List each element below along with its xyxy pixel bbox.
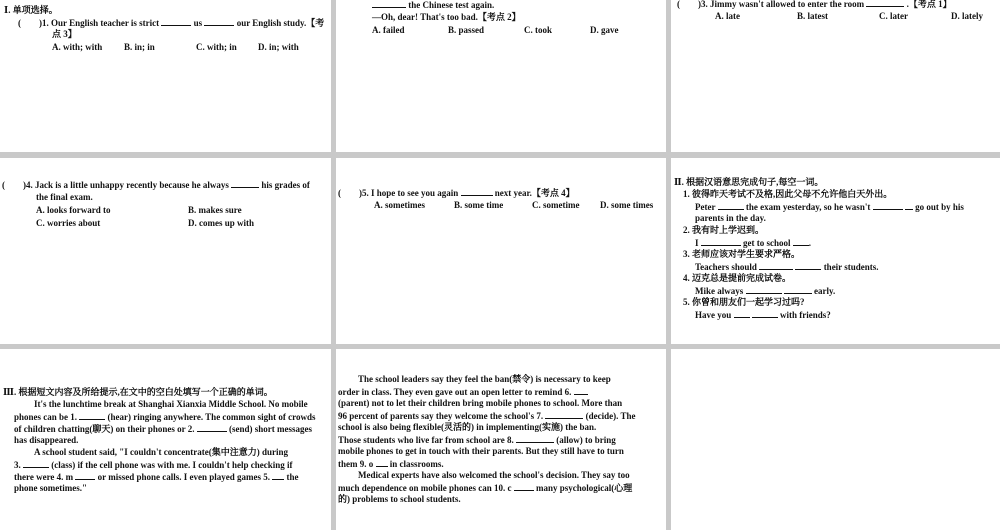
- answer-blank-8[interactable]: [516, 433, 554, 443]
- passage-line-5: A school student said, "I couldn't concentrate(集中注意力) during: [34, 447, 289, 457]
- option-a[interactable]: A. sometimes: [374, 200, 425, 210]
- answer-blank-2[interactable]: [197, 422, 227, 432]
- sentence-1-english: Peter the exam yesterday, so he wasn't go out by his: [695, 202, 964, 212]
- option-c[interactable]: C. worries about: [36, 218, 101, 228]
- passage-line-9: Medical experts have also welcomed the school's decision. They say too: [358, 470, 630, 480]
- question-4-line: ( )4. Jack is a little unhappy recently because he always his grades of: [2, 180, 310, 190]
- passage-line-2: order in class. They even gave out an open letter to remind 6.: [338, 385, 588, 399]
- question-2-response: —Oh, dear! That's too bad.【考点 2】: [372, 12, 521, 22]
- answer-blank[interactable]: [701, 236, 741, 246]
- panel-multiple-choice-3: [671, 0, 1000, 152]
- passage-line-6: Those students who live far from school are 8. (allow) to bring: [338, 435, 616, 445]
- answer-blank[interactable]: [204, 16, 234, 26]
- passage-line-6: 3. (class) if the cell phone was with me. I couldn't help checking if: [14, 460, 293, 470]
- sentence-2-english: I get to school .: [695, 238, 812, 248]
- passage-line-5: school is also being flexible(灵活的) in implementing(实施) the ban.: [338, 422, 597, 432]
- answer-blank-1[interactable]: [79, 410, 105, 420]
- answer-blank[interactable]: [866, 0, 904, 7]
- sentence-2-chinese: 2. 我有时上学迟到。: [683, 225, 765, 235]
- panel-sentence-completion: [671, 158, 1000, 344]
- answer-blank[interactable]: [372, 0, 406, 8]
- answer-blank-7[interactable]: [545, 409, 583, 419]
- section-title-1: Ⅰ. 单项选择。: [4, 5, 58, 15]
- answer-blank-9[interactable]: [376, 457, 388, 467]
- option-c[interactable]: C. took: [524, 25, 553, 35]
- answer-blank[interactable]: [718, 200, 744, 210]
- passage-line-1: The school leaders say they feel the ban(禁令) is necessary to keep: [358, 374, 611, 384]
- question-5-line: ( )5. I hope to see you again next year.【考点 4】: [338, 188, 575, 198]
- option-d[interactable]: D. lately: [951, 11, 983, 21]
- answer-blank[interactable]: [759, 260, 793, 270]
- passage-line-7: there were 4. m or missed phone calls. I even played games 5. the: [14, 472, 299, 482]
- sentence-1-english-2: parents in the day.: [695, 213, 766, 223]
- passage-line-4: has disappeared.: [14, 435, 79, 445]
- option-a[interactable]: A. failed: [372, 25, 405, 35]
- sentence-3-chinese: 3. 老师应该对学生要求严格。: [683, 249, 801, 259]
- passage-line-3: of children chatting(聊天) on their phones or 2. (send) short messages: [14, 424, 313, 434]
- panel-empty: [671, 349, 1000, 530]
- option-d[interactable]: D. some times: [600, 200, 654, 210]
- option-a[interactable]: A. looks forward to: [36, 205, 111, 215]
- panel-multiple-choice-2: [336, 0, 666, 152]
- panel-multiple-choice-4: [0, 158, 331, 344]
- option-d[interactable]: D. comes up with: [188, 218, 255, 228]
- sentence-4-english: Mike always early.: [695, 286, 836, 296]
- sentence-5-english: Have you with friends?: [695, 310, 831, 320]
- panel-cloze-passage-2: [336, 349, 666, 530]
- answer-blank[interactable]: [161, 16, 191, 26]
- option-b[interactable]: B. latest: [797, 11, 828, 21]
- option-c[interactable]: C. with; in: [196, 42, 237, 52]
- panel-multiple-choice-1: [0, 0, 331, 152]
- answer-blank-10[interactable]: [514, 481, 534, 491]
- answer-blank-4[interactable]: [75, 470, 95, 480]
- question-2-line: the Chinese test again.: [372, 0, 494, 12]
- panel-cloze-passage-1: [0, 349, 331, 530]
- answer-blank[interactable]: [905, 200, 913, 210]
- option-d[interactable]: D. in; with: [258, 42, 299, 52]
- sentence-3-english: Teachers should their students.: [695, 262, 879, 272]
- section-title-3: Ⅲ. 根据短文内容及所给提示,在文中的空白处填写一个正确的单词。: [3, 387, 273, 397]
- option-b[interactable]: B. some time: [454, 200, 504, 210]
- answer-blank[interactable]: [873, 200, 903, 210]
- option-a[interactable]: A. late: [715, 11, 740, 21]
- section-title-2: Ⅱ. 根据汉语意思完成句子,每空一词。: [674, 177, 824, 187]
- answer-blank[interactable]: [734, 308, 750, 318]
- option-b[interactable]: B. makes sure: [188, 205, 242, 215]
- option-b[interactable]: B. in; in: [124, 42, 155, 52]
- passage-line-7: mobile phones to get in touch with their parents. But they still have to turn: [338, 446, 624, 456]
- question-4-line-2: the final exam.: [36, 192, 93, 202]
- passage-line-8: phone sometimes.": [14, 483, 87, 493]
- passage-line-3: (parent) not to let their children bring mobile phones to school. More than: [338, 398, 623, 408]
- answer-blank[interactable]: [793, 236, 809, 246]
- question-1-line-2: 点 3】: [52, 29, 77, 39]
- answer-blank-5[interactable]: [272, 470, 284, 480]
- answer-blank[interactable]: [752, 308, 778, 318]
- answer-blank[interactable]: [746, 284, 782, 294]
- sentence-5-chinese: 5. 你曾和朋友们一起学习过吗?: [683, 297, 805, 307]
- answer-blank[interactable]: [795, 260, 821, 270]
- option-c[interactable]: C. sometime: [532, 200, 580, 210]
- question-3-line: ( )3. Jimmy wasn't allowed to enter the room .【考点 1】: [677, 0, 952, 11]
- answer-blank-3[interactable]: [23, 458, 49, 468]
- question-1-line: ( )1. Our English teacher is strict us our English study.【考: [18, 18, 325, 28]
- answer-blank[interactable]: [231, 178, 259, 188]
- option-a[interactable]: A. with; with: [52, 42, 103, 52]
- passage-line-2: phones can be 1. (hear) ringing anywhere. The common sight of crowds: [14, 412, 316, 422]
- panel-multiple-choice-5: [336, 158, 666, 344]
- passage-line-10: much dependence on mobile phones can 10. c many psychological(心理: [338, 483, 633, 493]
- passage-line-4: 96 percent of parents say they welcome the school's 7. (decide). The: [338, 411, 636, 421]
- passage-line-11: 的) problems to school students.: [338, 494, 461, 504]
- option-c[interactable]: C. later: [879, 11, 908, 21]
- option-b[interactable]: B. passed: [448, 25, 485, 35]
- passage-line-8: them 9. o in classrooms.: [338, 459, 444, 469]
- answer-blank[interactable]: [784, 284, 812, 294]
- answer-blank-6[interactable]: [574, 385, 588, 395]
- answer-blank[interactable]: [461, 186, 493, 196]
- option-d[interactable]: D. gave: [590, 25, 619, 35]
- passage-line-1: It's the lunchtime break at Shanghai Xianxia Middle School. No mobile: [34, 399, 308, 409]
- sentence-1-chinese: 1. 彼得昨天考试不及格,因此父母不允许他白天外出。: [683, 189, 893, 199]
- sentence-4-chinese: 4. 迈克总是提前完成试卷。: [683, 273, 792, 283]
